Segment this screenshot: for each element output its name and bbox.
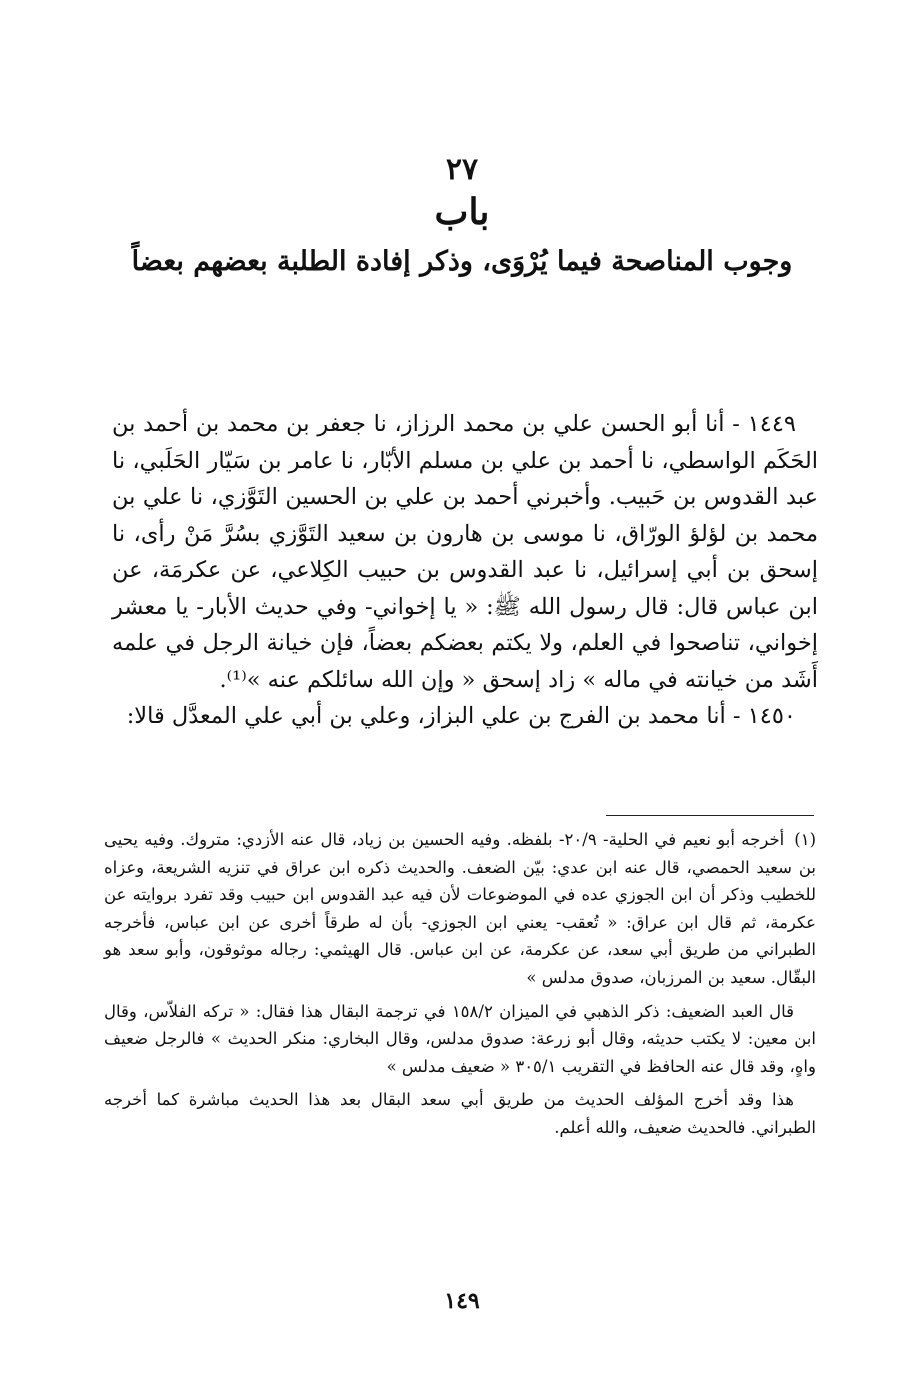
footnote-1 (104, 826, 816, 992)
hadith-paragraph-1450: ١٤٥٠ - أنا محمد بن الفرج بن علي البزاز، وعلي بن أبي علي المعدَّل قالا: (126, 703, 796, 729)
chapter-heading: باب (434, 191, 490, 233)
hadith-paragraph-1449: ١٤٤٩ - أنا أبو الحسن علي بن محمد الرزاز، نا جعفر بن محمد بن أحمد بن الحَكَم الواسطي، نا أحمد بن علي بن مسلم الأبّار، نا عامر بن سَيّار الحَلَبي، نا عبد القدوس بن حَبيب. وأخبرني أحمد بن علي بن الحسين التَوَّزي، نا علي بن محمد بن لؤلؤ الورّاق، نا موسى بن هارون بن سعيد التَوَّزي بسُرَّ مَنْ رأى، نا إسحق بن أبي إسرائيل، نا عبد القدوس بن حبيب الكِلاعي، عن عكرمَة، عن ابن عباس قال: قال رسول الله ﷺ: « يا إخواني- وفي حديث الأبار- يا معشر إخواني، تناصحوا في العلم، ولا يكتم بعضكم بعضاً، فإن خيانة الرجل في علمه أَشَد من خيانته في ماله » زاد إسحق « وإن الله سائلكم عنه »⁽¹⁾. (112, 411, 818, 693)
chapter-number: ٢٧ (445, 152, 479, 187)
page-number: ١٤٩ (444, 1288, 480, 1314)
footnotes-section (104, 826, 816, 1148)
chapter-title: وجوب المناصحة فيما يُرْوَى، وذكر إفادة الطلبة بعضهم بعضاً (131, 246, 793, 277)
footnote-1-text: أخرجه أبو نعيم في الحلية- ٢٠/٩- بلفظه. وفيه الحسين بن زياد، قال عنه الأزدي: متروك. وفيه يحيى بن سعيد الحمصي، قال عنه ابن عدي: بيّن الضعف. والحديث ذكره ابن عراق في تنزيه الشريعة، وعزاه للخطيب وذكر أن ابن الجوزي عده في الموضوعات لأن فيه عبد القدوس ابن حبيب وقد تفرد بروايته عن عكرمة، ثم قال ابن عراق: « تُعقب- يعني ابن الجوزي- بأن له طرقاً أخرى عن ابن عباس، فأخرجه الطبراني من طريق أبي سعد، عن عكرمة، عن ابن عباس. قال الهيثمي: رجاله موثوقون، وأبو سعد هو البقّال. سعيد بن المرزبان، صدوق مدلس » (104, 830, 816, 987)
footnote-commentary: قال العبد الضعيف: ذكر الذهبي في الميزان ١٥٨/٢ في ترجمة البقال هذا فقال: « تركه الفلاّس، وقال ابن معين: لا يكتب حديثه، وقال أبو زرعة: صدوق مدلس، وقال البخاري: منكر الحديث » فالرجل ضعيف واهٍ، وقد قال عنه الحافظ في التقريب ٣٠٥/١ « ضعيف مدلس » (104, 1001, 816, 1076)
main-text (112, 406, 818, 735)
footnote-marker: (١) (794, 830, 816, 849)
footnote-divider (606, 815, 814, 816)
footnote-conclusion: هذا وقد أخرج المؤلف الحديث من طريق أبي سعد البقال بعد هذا الحديث مباشرة كما أخرجه الطبراني. فالحديث ضعيف، والله أعلم. (104, 1090, 816, 1137)
